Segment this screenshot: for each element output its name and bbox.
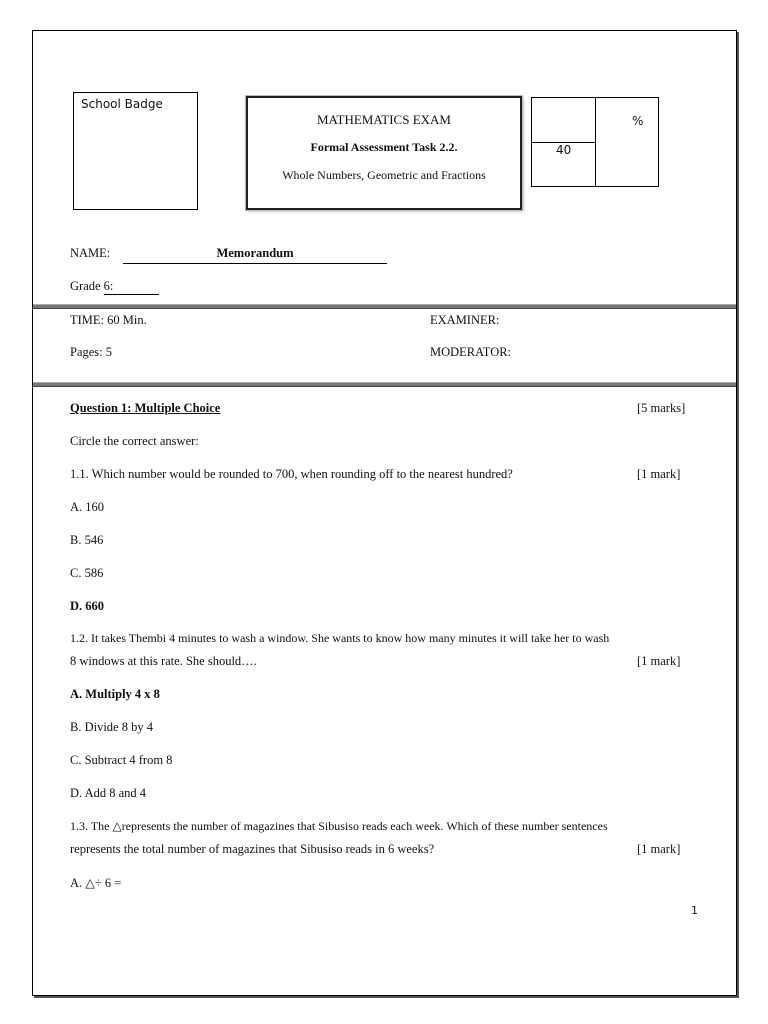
- examiner-label: EXAMINER:: [430, 313, 500, 327]
- score-box: [531, 97, 659, 187]
- school-badge-label: School Badge: [81, 97, 163, 111]
- question-1-2-marks: [1 mark]: [637, 654, 681, 668]
- percent-symbol: %: [632, 114, 644, 128]
- section-divider-bottom: [33, 382, 736, 387]
- grade-line: [70, 279, 159, 295]
- score-divider-vertical: [595, 98, 596, 186]
- question-1-1-marks: [1 mark]: [637, 467, 681, 481]
- name-field: [123, 246, 387, 264]
- moderator-label: MODERATOR:: [430, 345, 512, 359]
- question-1-instruction: Circle the correct answer:: [70, 434, 199, 448]
- option-1-1-c[interactable]: C. 586: [70, 566, 104, 580]
- exam-title-box: [246, 96, 522, 210]
- exam-subtitle: Formal Assessment Task 2.2.: [310, 140, 458, 154]
- question-1-2-line1: 1.2. It takes Thembi 4 minutes to wash a window. She wants to know how many minutes it will take her to wash: [70, 631, 610, 645]
- question-1-2-line2: 8 windows at this rate. She should….: [70, 654, 257, 668]
- name-value: Memorandum: [216, 246, 294, 260]
- option-1-1-b[interactable]: B. 546: [70, 533, 104, 547]
- grade-value: 6:: [103, 279, 114, 293]
- option-1-3-a[interactable]: A. △÷ 6 =: [70, 876, 122, 890]
- option-1-1-a[interactable]: A. 160: [70, 500, 105, 514]
- time-info: TIME: 60 Min.: [70, 313, 147, 327]
- question-1-title: Question 1: Multiple Choice: [70, 401, 221, 415]
- grade-field: [104, 279, 159, 295]
- question-1-1-text: 1.1. Which number would be rounded to 700, when rounding off to the nearest hundred?: [70, 467, 513, 481]
- name-label: NAME:: [70, 246, 111, 260]
- total-marks: 40: [556, 143, 572, 157]
- question-1-marks: [5 marks]: [637, 401, 686, 415]
- exam-page: [32, 30, 737, 996]
- option-1-2-c[interactable]: C. Subtract 4 from 8: [70, 753, 173, 767]
- grade-label: Grade: [70, 279, 101, 293]
- exam-topics: Whole Numbers, Geometric and Fractions: [282, 168, 486, 182]
- question-1-3-line1: 1.3. The △represents the number of magazines that Sibusiso reads each week. Which of these number sentences: [70, 819, 608, 833]
- option-1-2-d[interactable]: D. Add 8 and 4: [70, 786, 147, 800]
- page-number: 1: [691, 904, 698, 917]
- option-1-2-a-correct[interactable]: A. Multiply 4 x 8: [70, 687, 160, 701]
- option-1-2-b[interactable]: B. Divide 8 by 4: [70, 720, 153, 734]
- pages-info: Pages: 5: [70, 345, 113, 359]
- school-badge-box: [73, 92, 198, 210]
- exam-title: MATHEMATICS EXAM: [317, 112, 451, 127]
- option-1-1-d-correct[interactable]: D. 660: [70, 599, 105, 613]
- section-divider-top: [33, 304, 736, 309]
- question-1-3-marks: [1 mark]: [637, 842, 681, 856]
- question-1-3-line2: represents the total number of magazines that Sibusiso reads in 6 weeks?: [70, 842, 435, 856]
